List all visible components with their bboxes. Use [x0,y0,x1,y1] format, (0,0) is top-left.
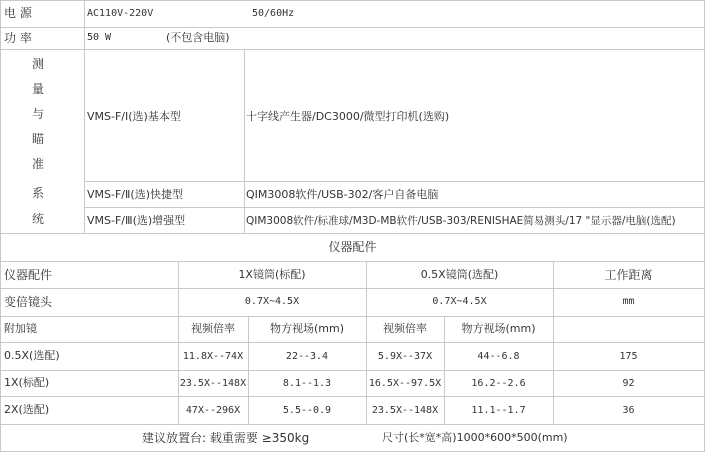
system-config: QIM3008软件/标准球/M3D-MB软件/USB-303/RENISHAE简易测头/17 "显示器/电脑(选配) [246,215,676,227]
table-cell: 16.2--2.6 [471,378,526,389]
system-config: 十字线产生器/DC3000/微型打印机(选购) [246,110,450,123]
accessories-title: 仪器配件 [328,240,377,254]
system-label-char: 系 [31,186,44,200]
zoom-unit: mm [622,296,635,307]
system-label-char: 量 [31,82,44,96]
table-cell: 11.8X--74X [182,351,244,362]
system-label-char: 测 [31,57,44,71]
system-model: VMS-F/Ⅰ(选)基本型 [87,110,181,123]
table-cell: 47X--296X [185,405,241,416]
table-cell: 23.5X--148X [179,378,247,389]
table-cell: 5.5--0.9 [282,405,332,416]
system-model: VMS-F/Ⅲ(选)增强型 [87,214,186,227]
power-voltage: AC110V-220V [87,8,154,19]
table-cell: 36 [622,405,635,416]
table-cell: 92 [622,378,635,389]
power-label: 电 源 [4,6,32,20]
addon-row-label: 2X(选配) [4,403,50,416]
zoom-lens-1x: 0.7X~4.5X [244,296,300,307]
wattage-label: 功 率 [4,31,32,45]
video-mag-header: 视频倍率 [191,322,235,335]
table-cell: 16.5X--97.5X [368,378,442,389]
table-cell: 11.1--1.7 [471,405,526,416]
working-distance-header: 工作距离 [604,268,653,282]
table-cell: 22--3.4 [285,351,329,362]
table-cell: 23.5X--148X [371,405,439,416]
system-label-char: 准 [31,157,44,171]
platform-note: 建议放置台: 载重需要 ≥350kg [142,431,310,445]
system-model: VMS-F/Ⅱ(选)快捷型 [87,188,183,201]
system-label-char: 统 [31,212,44,226]
zoom-lens-label: 变倍镜头 [4,295,53,309]
table-cell: 175 [619,351,638,362]
system-config: QIM3008软件/USB-302/客户自备电脑 [246,188,439,201]
fov-header: 物方视场(mm) [269,322,344,335]
table-cell: 44--6.8 [477,351,520,362]
table-cell: 8.1--1.3 [282,378,332,389]
addon-lens-label: 附加镜 [4,322,37,335]
accessories-header-label: 仪器配件 [4,268,53,282]
system-label-char: 与 [31,107,44,121]
addon-row-label: 0.5X(选配) [4,349,60,362]
power-frequency: 50/60Hz [252,8,295,19]
video-mag-header: 视频倍率 [383,322,427,335]
wattage-note: (不包含电脑) [166,31,230,44]
fov-header: 物方视场(mm) [461,322,536,335]
table-cell: 5.9X--37X [377,351,433,362]
lens-1x-header: 1X镜筒(标配) [238,268,306,281]
wattage-value: 50 W [87,32,112,43]
addon-row-label: 1X(标配) [4,376,50,389]
system-label-char: 瞄 [31,132,44,146]
lens-05x-header: 0.5X镜筒(选配) [420,268,499,281]
zoom-lens-05x: 0.7X~4.5X [432,296,487,307]
size-note: 尺寸(长*宽*高)1000*600*500(mm) [382,431,568,444]
